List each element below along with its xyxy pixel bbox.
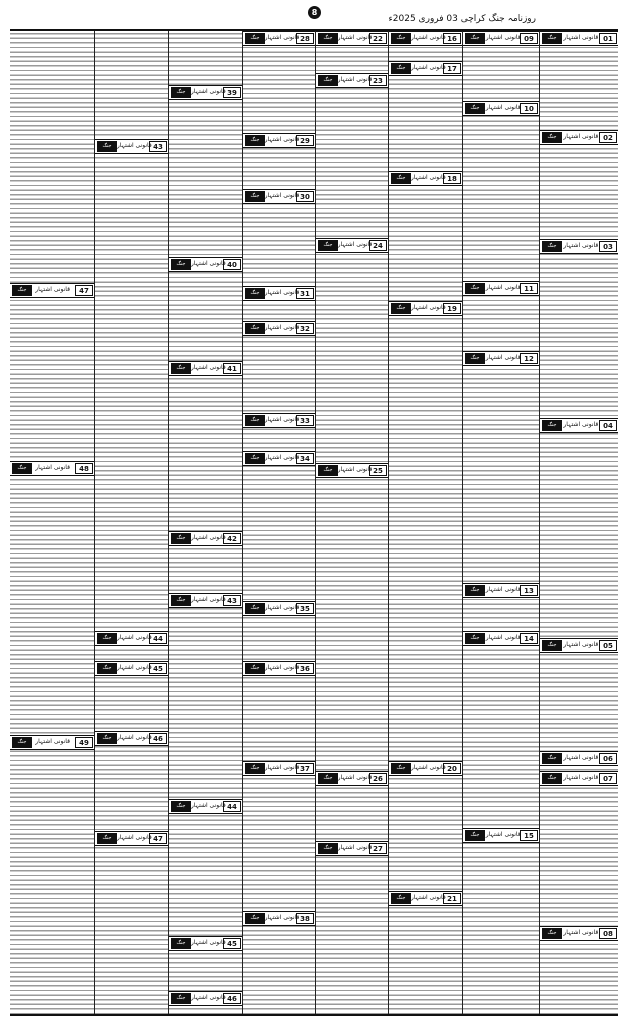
ad-header — [243, 761, 315, 776]
ad-number: 28 — [296, 33, 314, 44]
newspaper-logo-icon: جنگ — [391, 763, 411, 774]
ad-column — [463, 31, 539, 1014]
ad-title: قانونی اشتہار — [116, 734, 152, 741]
newspaper-logo-icon: جنگ — [12, 737, 32, 748]
ad-header — [540, 130, 618, 145]
ad-number: 11 — [520, 283, 538, 294]
newspaper-logo-icon: جنگ — [542, 241, 562, 252]
ad-column — [243, 31, 315, 1014]
newspaper-logo-icon: جنگ — [391, 173, 411, 184]
ad-title: قانونی اشتہار — [563, 34, 599, 41]
ad-number: 07 — [599, 773, 617, 784]
ad-title: قانونی اشتہار — [35, 464, 70, 471]
ad-number: 34 — [296, 453, 314, 464]
newspaper-logo-icon: جنگ — [245, 288, 265, 299]
ad-number: 33 — [296, 415, 314, 426]
ad-title: قانونی اشتہار — [264, 34, 300, 41]
ad-number: 04 — [599, 420, 617, 431]
newspaper-logo-icon: جنگ — [97, 663, 117, 674]
ad-number: 09 — [520, 33, 538, 44]
ad-title: قانونی اشتہار — [264, 914, 300, 921]
ad-number: 27 — [369, 843, 387, 854]
ad-number: 45 — [223, 938, 241, 949]
newspaper-logo-icon: جنگ — [171, 595, 191, 606]
ad-column — [389, 31, 462, 1014]
ad-header — [243, 413, 315, 428]
ad-title: قانونی اشتہار — [485, 34, 521, 41]
ad-number: 08 — [599, 928, 617, 939]
ad-number: 03 — [599, 241, 617, 252]
ad-title: قانونی اشتہار — [410, 764, 446, 771]
ad-header — [389, 891, 462, 906]
newspaper-logo-icon: جنگ — [97, 141, 117, 152]
ad-title: قانونی اشتہار — [485, 831, 521, 838]
ad-title: قانونی اشتہار — [264, 324, 300, 331]
ad-number: 19 — [443, 303, 461, 314]
ad-header — [95, 631, 168, 646]
ad-header — [10, 735, 94, 750]
newspaper-logo-icon: جنگ — [542, 773, 562, 784]
ad-title: قانونی اشتہار — [264, 136, 300, 143]
newspaper-logo-icon: جنگ — [391, 33, 411, 44]
ad-title: قانونی اشتہار — [410, 304, 446, 311]
ad-header — [243, 451, 315, 466]
ad-number: 46 — [149, 733, 167, 744]
ad-title: قانونی اشتہار — [563, 133, 599, 140]
newspaper-logo-icon: جنگ — [171, 533, 191, 544]
ad-number: 22 — [369, 33, 387, 44]
masthead — [0, 0, 628, 30]
ad-title: قانونی اشتہار — [485, 634, 521, 641]
newspaper-logo-icon: جنگ — [245, 135, 265, 146]
ad-header — [463, 583, 539, 598]
ad-number: 20 — [443, 763, 461, 774]
ad-number: 39 — [223, 87, 241, 98]
ad-header — [316, 771, 388, 786]
ad-header — [243, 661, 315, 676]
ad-number: 43 — [223, 595, 241, 606]
ad-number: 37 — [296, 763, 314, 774]
ad-header — [463, 31, 539, 46]
newspaper-logo-icon: جنگ — [391, 303, 411, 314]
newspaper-logo-icon: جنگ — [391, 893, 411, 904]
newspaper-logo-icon: جنگ — [318, 75, 338, 86]
ad-number: 21 — [443, 893, 461, 904]
ad-header — [316, 463, 388, 478]
newspaper-logo-icon: جنگ — [465, 830, 485, 841]
ad-number: 16 — [443, 33, 461, 44]
ad-number: 48 — [75, 463, 93, 474]
ad-title: قانونی اشتہار — [190, 364, 226, 371]
ad-number: 35 — [296, 603, 314, 614]
ad-header — [243, 321, 315, 336]
ad-number: 44 — [223, 801, 241, 812]
ad-title: قانونی اشتہار — [190, 994, 226, 1001]
ad-header — [540, 751, 618, 766]
ad-header — [389, 31, 462, 46]
ad-number: 14 — [520, 633, 538, 644]
newspaper-logo-icon: جنگ — [171, 87, 191, 98]
ad-title: قانونی اشتہار — [264, 289, 300, 296]
column-divider — [94, 31, 95, 1014]
bottom-rule — [10, 1014, 618, 1016]
ad-number: 46 — [223, 993, 241, 1004]
ad-number: 06 — [599, 753, 617, 764]
newspaper-logo-icon: جنگ — [171, 938, 191, 949]
newspaper-logo-icon: جنگ — [318, 240, 338, 251]
newspaper-logo-icon: جنگ — [542, 753, 562, 764]
ad-number: 44 — [149, 633, 167, 644]
ad-number: 47 — [149, 833, 167, 844]
newspaper-logo-icon: جنگ — [542, 33, 562, 44]
newspaper-logo-icon: جنگ — [318, 465, 338, 476]
ad-column — [10, 31, 94, 1014]
ad-title: قانونی اشتہار — [116, 634, 152, 641]
ad-header — [316, 238, 388, 253]
ad-header — [169, 257, 242, 272]
ad-header — [95, 831, 168, 846]
ad-header — [169, 799, 242, 814]
ad-header — [169, 991, 242, 1006]
ad-title: قانونی اشتہار — [485, 354, 521, 361]
ad-title: قانونی اشتہار — [563, 929, 599, 936]
ad-header — [540, 638, 618, 653]
ad-number: 25 — [369, 465, 387, 476]
ad-header — [243, 286, 315, 301]
newspaper-logo-icon: جنگ — [245, 33, 265, 44]
newspaper-logo-icon: جنگ — [465, 103, 485, 114]
ad-title: قانونی اشتہار — [563, 774, 599, 781]
ad-number: 42 — [223, 533, 241, 544]
ad-number: 38 — [296, 913, 314, 924]
ad-header — [540, 926, 618, 941]
ad-header — [540, 771, 618, 786]
newspaper-logo-icon: جنگ — [97, 733, 117, 744]
ad-column — [169, 31, 242, 1014]
ad-number: 31 — [296, 288, 314, 299]
newspaper-logo-icon: جنگ — [542, 420, 562, 431]
ad-header — [463, 828, 539, 843]
ad-title: قانونی اشتہار — [563, 242, 599, 249]
ad-number: 18 — [443, 173, 461, 184]
ad-header — [316, 31, 388, 46]
ad-title: قانونی اشتہار — [563, 421, 599, 428]
page-number: 8 — [308, 6, 321, 19]
newspaper-logo-icon: جنگ — [245, 415, 265, 426]
newspaper-logo-icon: جنگ — [391, 63, 411, 74]
ad-title: قانونی اشتہار — [410, 34, 446, 41]
newspaper-logo-icon: جنگ — [245, 453, 265, 464]
column-divider — [168, 31, 169, 1014]
ad-column — [540, 31, 618, 1014]
ad-number: 10 — [520, 103, 538, 114]
newspaper-logo-icon: جنگ — [245, 913, 265, 924]
ad-title: قانونی اشتہار — [563, 754, 599, 761]
ad-number: 43 — [149, 141, 167, 152]
ad-header — [169, 593, 242, 608]
ad-title: قانونی اشتہار — [337, 76, 373, 83]
ad-header — [169, 85, 242, 100]
ad-header — [316, 841, 388, 856]
ad-header — [95, 731, 168, 746]
ad-header — [389, 61, 462, 76]
ad-title: قانونی اشتہار — [410, 64, 446, 71]
newspaper-logo-icon: جنگ — [12, 463, 32, 474]
newspaper-logo-icon: جنگ — [542, 640, 562, 651]
ad-title: قانونی اشتہار — [190, 88, 226, 95]
newspaper-logo-icon: جنگ — [542, 928, 562, 939]
ad-header — [169, 361, 242, 376]
ad-number: 36 — [296, 663, 314, 674]
ad-title: قانونی اشتہار — [116, 664, 152, 671]
newspaper-logo-icon: جنگ — [171, 801, 191, 812]
ad-header — [169, 936, 242, 951]
ad-number: 17 — [443, 63, 461, 74]
ad-header — [169, 531, 242, 546]
ad-title: قانونی اشتہار — [264, 454, 300, 461]
ad-number: 47 — [75, 285, 93, 296]
ad-title: قانونی اشتہار — [190, 802, 226, 809]
column-divider — [462, 31, 463, 1014]
ad-number: 24 — [369, 240, 387, 251]
ad-number: 13 — [520, 585, 538, 596]
ad-title: قانونی اشتہار — [35, 738, 70, 745]
newspaper-logo-icon: جنگ — [318, 773, 338, 784]
newspaper-logo-icon: جنگ — [542, 132, 562, 143]
ad-title: قانونی اشتہار — [337, 34, 373, 41]
ad-title: قانونی اشتہار — [337, 774, 373, 781]
newspaper-logo-icon: جنگ — [465, 283, 485, 294]
ad-column — [95, 31, 168, 1014]
ad-title: قانونی اشتہار — [264, 192, 300, 199]
newspaper-logo-icon: جنگ — [465, 585, 485, 596]
ad-number: 15 — [520, 830, 538, 841]
ad-number: 29 — [296, 135, 314, 146]
ad-header — [10, 283, 94, 298]
ad-header — [95, 661, 168, 676]
newspaper-logo-icon: جنگ — [97, 633, 117, 644]
ad-title: قانونی اشتہار — [116, 142, 152, 149]
newspaper-logo-icon: جنگ — [245, 663, 265, 674]
ad-title: قانونی اشتہار — [337, 241, 373, 248]
ad-header — [243, 133, 315, 148]
newspaper-logo-icon: جنگ — [318, 33, 338, 44]
ad-title: قانونی اشتہار — [485, 104, 521, 111]
ad-title: قانونی اشتہار — [410, 894, 446, 901]
ad-header — [243, 189, 315, 204]
ad-header — [243, 911, 315, 926]
ad-title: قانونی اشتہار — [190, 596, 226, 603]
column-divider — [388, 31, 389, 1014]
ad-header — [540, 418, 618, 433]
ad-title: قانونی اشتہار — [264, 664, 300, 671]
ad-title: قانونی اشتہار — [264, 604, 300, 611]
ad-header — [10, 461, 94, 476]
ad-title: قانونی اشتہار — [35, 286, 70, 293]
ad-header — [463, 281, 539, 296]
ad-number: 30 — [296, 191, 314, 202]
column-divider — [315, 31, 316, 1014]
newspaper-logo-icon: جنگ — [171, 363, 191, 374]
ad-header — [463, 631, 539, 646]
ad-header — [540, 239, 618, 254]
ad-number: 02 — [599, 132, 617, 143]
ad-header — [389, 761, 462, 776]
newspaper-logo-icon: جنگ — [171, 993, 191, 1004]
ad-title: قانونی اشتہار — [190, 939, 226, 946]
ad-number: 05 — [599, 640, 617, 651]
ad-header — [463, 101, 539, 116]
ad-title: قانونی اشتہار — [116, 834, 152, 841]
ad-column — [316, 31, 388, 1014]
ad-header — [463, 351, 539, 366]
newspaper-logo-icon: جنگ — [465, 353, 485, 364]
ad-title: قانونی اشتہار — [190, 260, 226, 267]
newspaper-logo-icon: جنگ — [97, 833, 117, 844]
ad-number: 23 — [369, 75, 387, 86]
ad-number: 49 — [75, 737, 93, 748]
newspaper-logo-icon: جنگ — [12, 285, 32, 296]
column-divider — [242, 31, 243, 1014]
ad-number: 45 — [149, 663, 167, 674]
newspaper-logo-icon: جنگ — [245, 763, 265, 774]
ad-title: قانونی اشتہار — [563, 641, 599, 648]
ad-number: 40 — [223, 259, 241, 270]
newspaper-logo-icon: جنگ — [245, 191, 265, 202]
ad-title: قانونی اشتہار — [264, 764, 300, 771]
ad-header — [316, 73, 388, 88]
ad-title: قانونی اشتہار — [264, 416, 300, 423]
ad-title: قانونی اشتہار — [190, 534, 226, 541]
ad-header — [243, 31, 315, 46]
ad-title: قانونی اشتہار — [485, 586, 521, 593]
ad-number: 12 — [520, 353, 538, 364]
column-divider — [539, 31, 540, 1014]
ad-header — [95, 139, 168, 154]
ad-header — [243, 601, 315, 616]
masthead-text: روزنامہ جنگ کراچی 03 فروری 2025ء — [388, 14, 536, 24]
newspaper-logo-icon: جنگ — [245, 603, 265, 614]
ad-title: قانونی اشتہار — [337, 844, 373, 851]
ad-number: 01 — [599, 33, 617, 44]
ad-number: 26 — [369, 773, 387, 784]
ad-header — [540, 31, 618, 46]
newspaper-logo-icon: جنگ — [171, 259, 191, 270]
newspaper-logo-icon: جنگ — [465, 633, 485, 644]
newspaper-logo-icon: جنگ — [245, 323, 265, 334]
ad-title: قانونی اشتہار — [337, 466, 373, 473]
ad-number: 32 — [296, 323, 314, 334]
ad-number: 41 — [223, 363, 241, 374]
ad-header — [389, 301, 462, 316]
newspaper-logo-icon: جنگ — [465, 33, 485, 44]
ad-header — [389, 171, 462, 186]
ad-title: قانونی اشتہار — [410, 174, 446, 181]
newspaper-logo-icon: جنگ — [318, 843, 338, 854]
ad-title: قانونی اشتہار — [485, 284, 521, 291]
